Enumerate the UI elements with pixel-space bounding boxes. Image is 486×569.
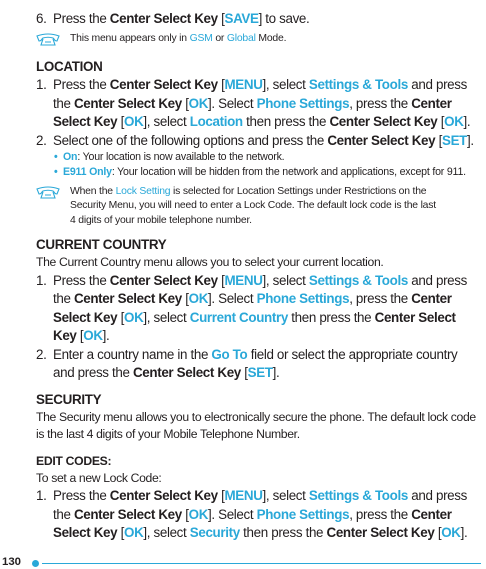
footer-rule <box>42 563 481 564</box>
location-options-list <box>36 150 476 180</box>
phone-note-icon <box>36 185 70 229</box>
note-lock-setting: When the Lock Setting is selected for Location Settings under Restrictions on the Security Menu, you will need to enter a Lock Code. The default lock code is the last 4 digits of your mobile telephone number. <box>36 185 476 229</box>
heading-location: LOCATION <box>36 59 103 75</box>
edit-codes-step-1: 1. Press the Center Select Key [MENU], select Settings & Tools and press the Center Select Key [OK]. Select Phone Settings, press the Center Select Key [OK], select Security then press the Center Select Key [OK]. <box>36 488 468 541</box>
edit-codes-intro: To set a new Lock Code: <box>36 470 162 485</box>
phone-note-icon <box>36 32 70 53</box>
heading-current-country: CURRENT COUNTRY <box>36 237 167 253</box>
page-footer <box>0 552 486 569</box>
list-item: • E911 Only: Your location will be hidden from the network and applications, except for 911. <box>54 165 466 178</box>
note-gsm-global: This menu appears only in GSM or Global Mode. <box>36 32 476 53</box>
current-country-step-2: 2. Enter a country name in the Go To field or select the appropriate country and press the Center Select Key [SET]. <box>36 346 458 381</box>
security-intro: The Security menu allows you to electronically secure the phone. The default lock code is the last 4 digits of your Mobile Telephone Number. <box>36 409 476 442</box>
page-number: 130 <box>2 556 22 568</box>
current-country-intro: The Current Country menu allows you to select your current location. <box>36 255 384 270</box>
heading-security: SECURITY <box>36 391 102 407</box>
step-number: 6. <box>36 11 47 26</box>
step-6: 6. Press the Center Select Key [SAVE] to save. <box>36 10 476 29</box>
list-item: • On: Your location is now available to the network. <box>54 151 285 164</box>
page-content <box>36 10 476 543</box>
heading-edit-codes: EDIT CODES: <box>36 453 112 468</box>
footer-dot-left <box>32 560 39 567</box>
current-country-step-1: 1. Press the Center Select Key [MENU], select Settings & Tools and press the Center Select Key [OK]. Select Phone Settings, press the Center Select Key [OK], select Current Country then press the Center Select Key [OK]. <box>36 272 467 344</box>
location-step-2: 2. Select one of the following options and press the Center Select Key [SET]. <box>36 132 474 148</box>
location-step-1: 1. Press the Center Select Key [MENU], select Settings & Tools and press the Center Select Key [OK]. Select Phone Settings, press the Center Select Key [OK], select Location then press the Center Select Key [OK]. <box>36 77 471 130</box>
